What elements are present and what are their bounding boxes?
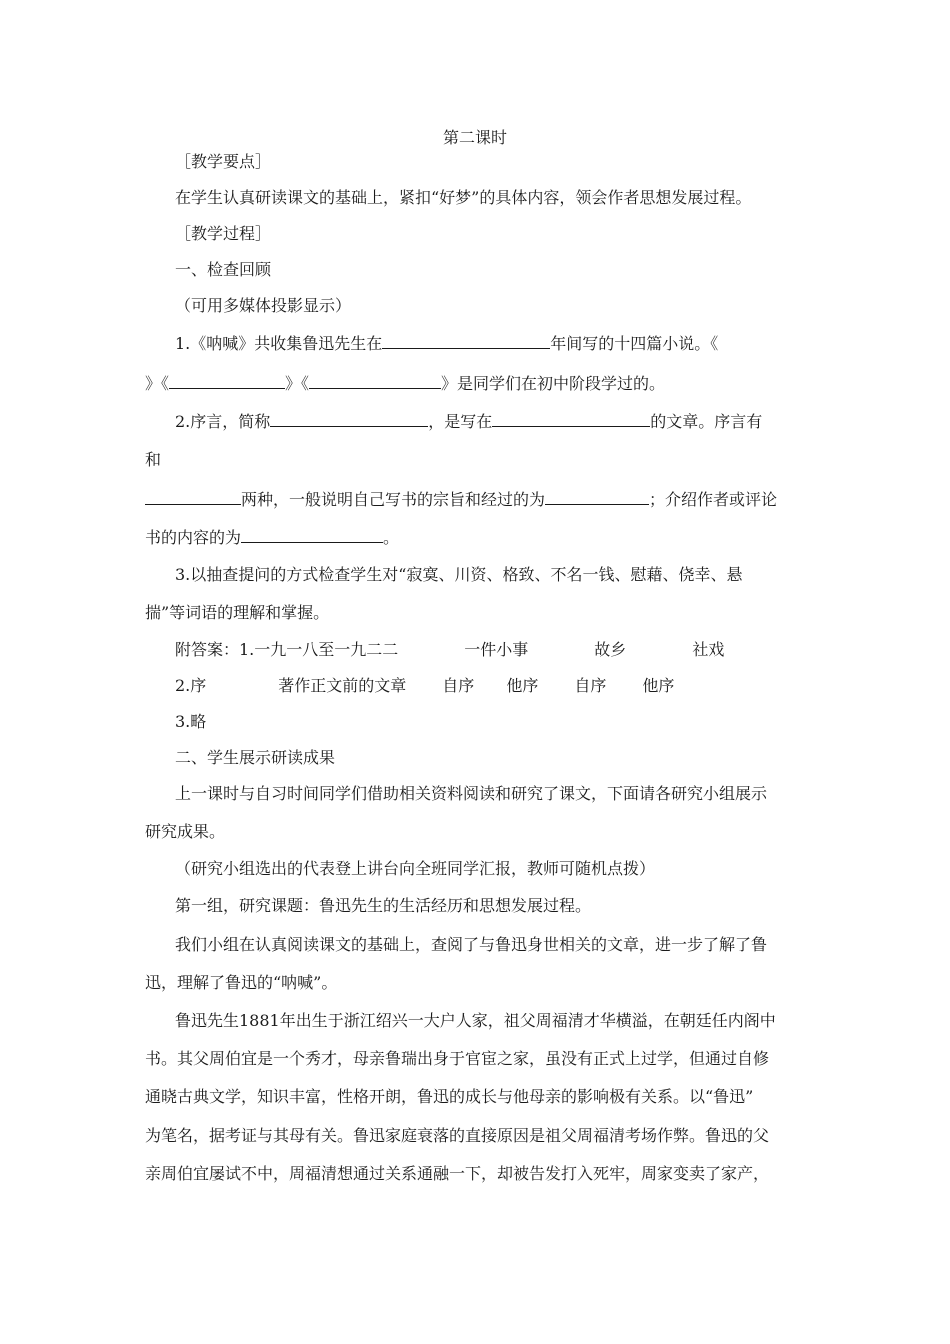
- question-1-line-2: [145, 372, 665, 394]
- section-label-teaching-points: ［教学要点］: [175, 152, 272, 171]
- question-3-line-2: 揣”等词语的理解和掌握。: [145, 603, 330, 622]
- question-text: ，是写在: [428, 412, 493, 431]
- question-text: 年间写的十四篇小说。《: [550, 334, 719, 353]
- heading-showcase: 二、学生展示研读成果: [175, 748, 336, 767]
- question-text: ；介绍作者或评论: [649, 490, 778, 509]
- answer-item: 他序: [642, 676, 675, 695]
- answer-item: 自序: [442, 676, 475, 695]
- paragraph: 在学生认真研读课文的基础上，紧扣“好梦”的具体内容，领会作者思想发展过程。: [175, 188, 752, 207]
- answer-item: 2.序: [175, 676, 207, 695]
- question-2-line-4: [145, 526, 399, 548]
- paragraph: 为笔名，据考证与其母有关。鲁迅家庭衰落的直接原因是祖父周福清考场作弊。鲁迅的父: [145, 1126, 770, 1145]
- question-text: 》《: [145, 374, 170, 393]
- answer-key-line-1: [175, 640, 724, 660]
- heading-review: 一、检查回顾: [175, 260, 272, 279]
- paragraph: 通晓古典文学，知识丰富，性格开朗，鲁迅的成长与他母亲的影响极有关系。以“鲁迅”: [145, 1087, 754, 1106]
- question-text: 两种，一般说明自己写书的宗旨和经过的为: [241, 490, 546, 509]
- question-text: 书的内容的为: [145, 528, 242, 547]
- paragraph: 我们小组在认真阅读课文的基础上，查阅了与鲁迅身世相关的文章，进一步了解了鲁: [175, 935, 768, 954]
- question-2-line-3: [145, 488, 777, 510]
- answer-item: 故乡: [594, 640, 627, 659]
- answer-item: 附答案：1.一九一八至一九二二: [175, 640, 399, 659]
- answer-blank[interactable]: [545, 488, 649, 505]
- answer-item: 一件小事: [464, 640, 529, 659]
- answer-blank[interactable]: [270, 410, 428, 427]
- question-1-line-1: [175, 332, 718, 354]
- paragraph: 鲁迅先生1881年出生于浙江绍兴一大户人家，祖父周福清才华横溢，在朝廷任内阁中: [175, 1011, 776, 1030]
- question-3-line-1: 3.以抽查提问的方式检查学生对“寂寞、川资、格致、不名一钱、慰藉、侥幸、悬: [175, 565, 743, 584]
- answer-key-line-3: 3.略: [175, 712, 207, 731]
- page-title: 第二课时: [442, 128, 507, 147]
- question-text: 的文章。序言有: [650, 412, 763, 431]
- question-text: 》是同学们在初中阶段学过的。: [441, 374, 666, 393]
- answer-item: 自序: [574, 676, 607, 695]
- paragraph: 上一课时与自习时间同学们借助相关资料阅读和研究了课文，下面请各研究小组展示: [175, 784, 768, 803]
- question-2-line-2: 和: [145, 450, 162, 469]
- answer-blank[interactable]: [492, 410, 650, 427]
- answer-blank[interactable]: [309, 372, 441, 389]
- paragraph: 第一组，研究课题：鲁迅先生的生活经历和思想发展过程。: [175, 896, 592, 915]
- note: （研究小组选出的代表登上讲台向全班同学汇报，教师可随机点拨）: [175, 859, 656, 878]
- answer-blank[interactable]: [382, 332, 550, 349]
- note: （可用多媒体投影显示）: [175, 296, 352, 315]
- question-text: 》《: [285, 374, 310, 393]
- paragraph: 迅，理解了鲁迅的“呐喊”。: [145, 973, 338, 992]
- question-2-line-1: [175, 410, 762, 432]
- question-text: 1.《呐喊》共收集鲁迅先生在: [175, 334, 383, 353]
- answer-item: 著作正文前的文章: [278, 676, 407, 695]
- answer-item: 他序: [506, 676, 539, 695]
- paragraph: 亲周伯宜屡试不中，周福清想通过关系通融一下，却被告发打入死牢，周家变卖了家产，: [145, 1164, 770, 1183]
- paragraph: 书。其父周伯宜是一个秀才，母亲鲁瑞出身于官宦之家，虽没有正式上过学，但通过自修: [145, 1049, 770, 1068]
- paragraph: 研究成果。: [145, 822, 226, 841]
- answer-blank[interactable]: [169, 372, 285, 389]
- question-text: 2.序言，简称: [175, 412, 271, 431]
- answer-key-line-2: [175, 676, 674, 696]
- answer-blank[interactable]: [241, 526, 383, 543]
- section-label-teaching-process: ［教学过程］: [175, 224, 272, 243]
- answer-blank[interactable]: [145, 488, 241, 505]
- question-text: 。: [383, 528, 400, 547]
- answer-item: 社戏: [692, 640, 725, 659]
